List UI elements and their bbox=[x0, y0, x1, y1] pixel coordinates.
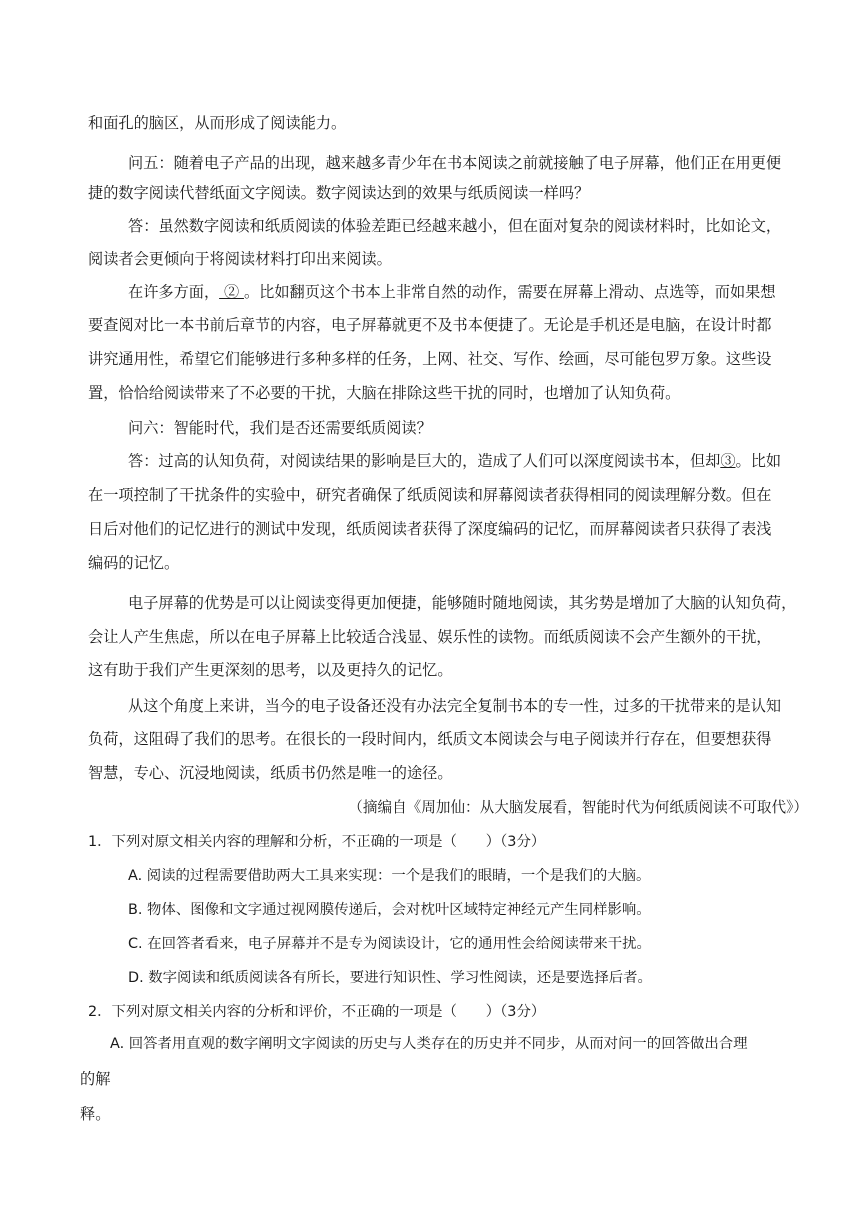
source-citation: （摘编自《周加仙：从大脑发展看，智能时代为何纸质阅读不可取代》） bbox=[348, 799, 808, 816]
paragraph-line: 电子屏幕的优势是可以让阅读变得更加便捷，能够随时随地阅读，其劣势是增加了大脑的认知负荷， bbox=[128, 594, 797, 612]
question-2-option-a-cont: 释。 bbox=[80, 1105, 111, 1123]
answer-six-line bbox=[128, 451, 828, 471]
text-segment: 。比如 bbox=[735, 452, 782, 470]
question-2-option-a-cont: 的解 bbox=[80, 1070, 111, 1088]
question-1-option-b: B. 物体、图像和文字通过视网膜传递后，会对枕叶区域特定神经元产生同样影响。 bbox=[128, 902, 651, 918]
question-1-option-c: C. 在回答者看来，电子屏幕并不是专为阅读设计，它的通用性会给阅读带来干扰。 bbox=[128, 936, 651, 952]
paragraph-line: 这有助于我们产生更深刻的思考，以及更持久的记忆。 bbox=[88, 661, 453, 679]
paragraph-line: 负荷，这阻碍了我们的思考。在很长的一段时间内，纸质文本阅读会与电子阅读并行存在，但要想获得 bbox=[88, 730, 772, 748]
paragraph-line: 从这个角度上来讲，当今的电子设备还没有办法完全复制书本的专一性，过多的干扰带来的是认知 bbox=[128, 697, 782, 715]
question-five-line: 捷的数字阅读代替纸面文字阅读。数字阅读达到的效果与纸质阅读一样吗？ bbox=[88, 184, 590, 202]
question-1-option-d: D. 数字阅读和纸质阅读各有所长，要进行知识性、学习性阅读，还是要选择后者。 bbox=[128, 970, 652, 986]
answer-five-line: 阅读者会更倾向于将阅读材料打印出来阅读。 bbox=[88, 250, 392, 268]
text-segment: 答：过高的认知负荷，对阅读结果的影响是巨大的，造成了人们可以深度阅读书本，但却 bbox=[128, 452, 721, 470]
answer-six-line: 日后对他们的记忆进行的测试中发现，纸质阅读者获得了深度编码的记忆，而屏幕阅读者只获得了表浅 bbox=[88, 520, 772, 538]
question-six-line: 问六：智能时代，我们是否还需要纸质阅读？ bbox=[128, 419, 432, 437]
paragraph-line: 要查阅对比一本书前后章节的内容，电子屏幕就更不及书本便捷了。无论是手机还是电脑，在设计时都 bbox=[88, 316, 772, 334]
paragraph-line bbox=[128, 282, 828, 302]
question-1-option-a: A. 阅读的过程需要借助两大工具来实现：一个是我们的眼睛，一个是我们的大脑。 bbox=[128, 868, 651, 884]
blank-3: ③ bbox=[720, 452, 736, 470]
answer-six-line: 编码的记忆。 bbox=[88, 554, 180, 572]
question-1-stem: 1．下列对原文相关内容的理解和分析，不正确的一项是（ ）（3分） bbox=[88, 834, 546, 850]
paragraph-line: 和面孔的脑区，从而形成了阅读能力。 bbox=[88, 114, 347, 132]
text-segment: 。比如翻页这个书本上非常自然的动作，需要在屏幕上滑动、点选等，而如果想 bbox=[243, 283, 776, 301]
question-2-option-a: A. 回答者用直观的数字阐明文字阅读的历史与人类存在的历史并不同步，从而对问一的回答做出合理 bbox=[110, 1036, 748, 1052]
answer-five-line: 答：虽然数字阅读和纸质阅读的体验差距已经越来越小，但在面对复杂的阅读材料时，比如论文， bbox=[128, 217, 782, 235]
answer-six-line: 在一项控制了干扰条件的实验中，研究者确保了纸质阅读和屏幕阅读者获得相同的阅读理解分数。但在 bbox=[88, 486, 772, 504]
question-five-line: 问五：随着电子产品的出现，越来越多青少年在书本阅读之前就接触了电子屏幕，他们正在用更便 bbox=[128, 154, 782, 172]
question-2-stem: 2．下列对原文相关内容的分析和评价，不正确的一项是（ ）（3分） bbox=[88, 1004, 546, 1020]
paragraph-line: 置，恰恰给阅读带来了不必要的干扰，大脑在排除这些干扰的同时，也增加了认知负荷。 bbox=[88, 384, 681, 402]
paragraph-line: 讲究通用性，希望它们能够进行多种多样的任务，上网、社交、写作、绘画，尽可能包罗万象。这些设 bbox=[88, 350, 772, 368]
text-segment: 在许多方面， bbox=[128, 283, 220, 301]
paragraph-line: 智慧，专心、沉浸地阅读，纸质书仍然是唯一的途径。 bbox=[88, 764, 453, 782]
paragraph-line: 会让人产生焦虑，所以在电子屏幕上比较适合浅显、娱乐性的读物。而纸质阅读不会产生额外的干扰， bbox=[88, 628, 772, 646]
blank-2: ② bbox=[219, 283, 244, 301]
